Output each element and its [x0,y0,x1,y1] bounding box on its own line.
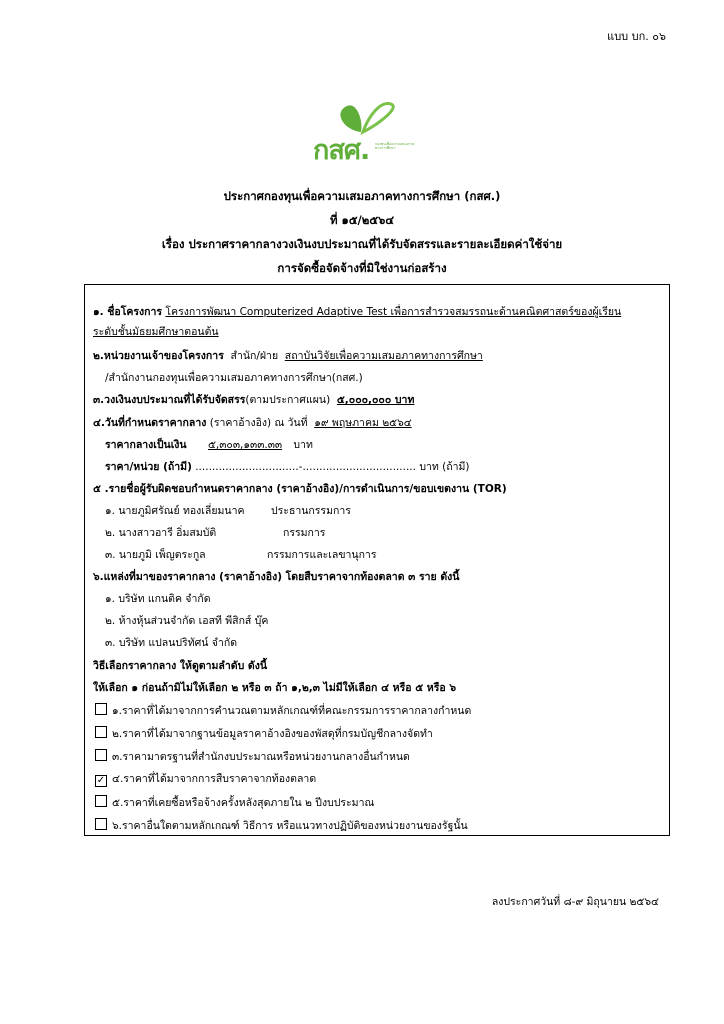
committee-role: กรรมการ [283,527,326,539]
reference-date-line [93,416,412,430]
organization-logo [313,102,415,166]
method-instruction: ให้เลือก ๑ ก่อนถ้ามิไม่ให้เลือก ๒ หรือ ๓ ถ้า ๑,๒,๓ ไม่มีให้เลือก ๔ หรือ ๕ หรือ ๖ [93,682,456,694]
method-option[interactable] [95,703,471,718]
announcement-number: ที่ ๑๕/๒๕๖๔ [329,213,395,227]
announcement-date: ลงประกาศวันที่ ๘-๙ มิถุนายน ๒๕๖๔ [491,896,659,908]
method-checkbox-checked[interactable]: ✓ [96,775,106,786]
project-name-label: ๑. ชื่อโครงการ [93,306,163,318]
reference-price-unit: บาท [293,439,313,451]
method-option[interactable] [95,749,410,764]
committee-member: ๒. นางสาวอารี อิ่มสมบัติ [105,527,217,539]
owner-unit-line [93,349,483,363]
price-source-item: ๑. บริษัท แกนติค จำกัด [105,593,211,605]
method-option[interactable] [95,795,374,810]
unit-price-line [105,460,470,474]
budget-value: ๕,๐๐๐,๐๐๐ บาท [336,394,415,406]
unit-price-label: ราคา/หน่วย (ถ้ามี) [105,461,192,473]
project-name-value-cont: ระดับชั้นมัธยมศึกษาตอนต้น [93,326,219,338]
committee-member: ๓. นายภูมิ เพ็ญตระกูล [105,549,206,561]
price-sources-heading: ๖.แหล่งที่มาของราคากลาง (ราคาอ้างอิง) โดยสืบราคาจากท้องตลาด ๓ ราย ดังนี้ [93,571,460,583]
price-source-item: ๒. ห้างหุ้นส่วนจำกัด เอสที พีสิกส์ บุ๊ค [105,615,269,627]
project-name-line [93,305,621,319]
announcement-subject: เรื่อง ประกาศราคากลางวงเงินงบประมาณที่ได้รับจัดสรรและรายละเอียดค่าใช้จ่าย [161,237,563,251]
owner-unit-line2: /สำนักงานกองทุนเพื่อความเสมอภาคทางการศึกษา(กสศ.) [105,372,363,384]
committee-member: ๑. นายภูมิศรัณย์ ทองเลี่ยมนาค [105,505,245,517]
committee-role: กรรมการและเลขานุการ [267,549,377,561]
logo-text: กสศ. [313,135,370,166]
reference-date-value: ๑๙ พฤษภาคม ๒๕๖๔ [314,417,412,429]
logo-tagline: กองทุนเพื่อความเสมอภาคทางการศึกษา [375,142,415,150]
method-option-label: ๒.ราคาที่ได้มาจากฐานข้อมูลราคาอ้างอิงของพัสดุที่กรมบัญชีกลางจัดทำ [112,728,433,740]
committee-heading: ๕ .รายชื่อผู้รับผิดชอบกำหนดราคากลาง (ราคาอ้างอิง)/การดำเนินการ/ขอบเขตงาน (TOR) [93,483,507,495]
method-option[interactable] [95,818,468,833]
method-option-label: ๓.ราคามาตรฐานที่สำนักงบประมาณหรือหน่วยงานกลางอื่นกำหนด [112,751,410,763]
unit-price-suffix: บาท (ถ้ามี) [419,461,470,473]
project-name-value: โครงการพัฒนา Computerized Adaptive Test เพื่อการสำรวจสมรรถนะด้านคณิตศาสตร์ของผู้เรียน [165,306,622,318]
method-checkbox[interactable] [95,703,107,715]
method-checkbox[interactable] [95,726,107,738]
method-option[interactable] [95,772,316,787]
method-checkbox[interactable] [95,795,107,807]
reference-date-note: (ราคาอ้างอิง) ณ วันที่ [209,417,308,429]
method-option-label: ๑.ราคาที่ได้มาจากการคำนวณตามหลักเกณฑ์ที่คณะกรรมการราคากลางกำหนด [112,705,472,717]
announcement-subject-cont: การจัดซื้อจัดจ้างที่มิใช่งานก่อสร้าง [277,261,447,275]
method-option-label: ๔.ราคาที่ได้มาจากการสืบราคาจากท้องตลาด [112,773,317,785]
method-option[interactable] [95,726,433,741]
method-checkbox[interactable] [95,818,107,830]
method-option-label: ๖.ราคาอื่นใดตามหลักเกณฑ์ วิธีการ หรือแนวทางปฏิบัติของหน่วยงานของรัฐนั้น [112,820,468,832]
owner-unit-prefix: สำนัก/ฝ่าย [230,350,279,362]
owner-unit-value: สถาบันวิจัยเพื่อความเสมอภาคทางการศึกษา [284,350,483,362]
unit-price-blank: ...............................-.................................. [195,461,416,473]
form-code: แบบ บก. ๐๖ [607,30,666,43]
reference-price-value: ๕,๓๐๓,๑๓๓.๓๓ [207,439,283,451]
price-source-item: ๓. บริษัท แปลนปริทัศน์ จำกัด [105,637,238,649]
reference-price-label: ราคากลางเป็นเงิน [105,439,187,451]
reference-date-label: ๔.วันที่กำหนดราคากลาง [93,417,207,429]
budget-note: (ตามประกาศแผน) [245,394,331,406]
method-option-label: ๕.ราคาที่เคยซื้อหรือจ้างครั้งหลังสุดภายใน ๒ ปีงบประมาณ [112,797,375,809]
committee-role: ประธานกรรมการ [271,505,351,517]
method-title: วิธีเลือกราคากลาง ให้ดูตามลำดับ ดังนี้ [93,660,268,672]
budget-label: ๓.วงเงินงบประมาณที่ได้รับจัดสรร [93,394,246,406]
owner-unit-label: ๒.หน่วยงานเจ้าของโครงการ [93,350,224,362]
method-checkbox[interactable] [95,749,107,761]
details-box [84,284,670,836]
announcement-title: ประกาศกองทุนเพื่อความเสมอภาคทางการศึกษา (กสศ.) [223,189,501,203]
budget-line [93,393,414,407]
reference-price-line [105,438,313,452]
